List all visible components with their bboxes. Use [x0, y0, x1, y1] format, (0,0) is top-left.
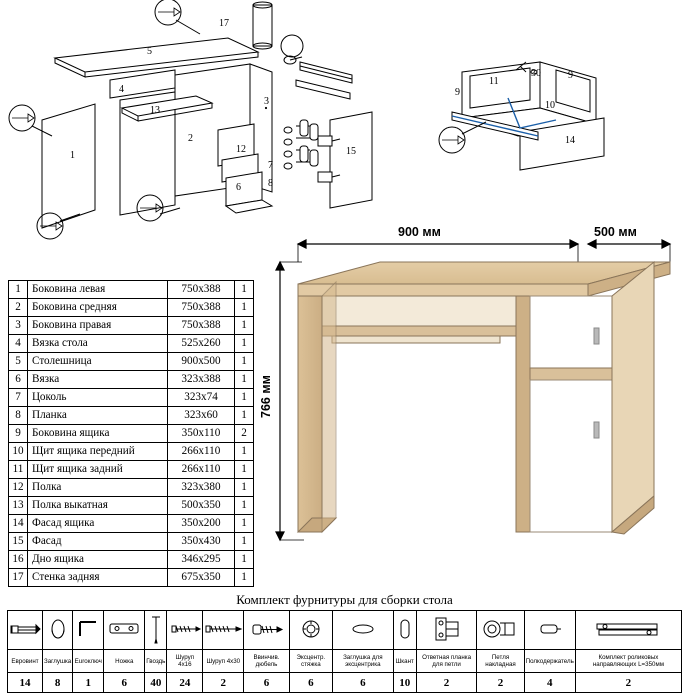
table-row — [9, 299, 254, 317]
svg-text:14: 14 — [565, 135, 575, 146]
parts-cell-qty: 1 — [235, 443, 254, 461]
svg-text:17: 17 — [219, 18, 229, 29]
parts-cell-qty: 1 — [235, 281, 254, 299]
kit-item-count: 2 — [575, 673, 681, 693]
parts-cell-no: 17 — [9, 569, 28, 587]
desk-height-label: 766 мм — [259, 375, 273, 418]
dowel-icon — [393, 611, 416, 650]
parts-cell-name: Вязка — [28, 371, 168, 389]
parts-cell-no: 7 — [9, 389, 28, 407]
parts-cell-qty: 1 — [235, 515, 254, 533]
parts-cell-size: 266х110 — [168, 461, 235, 479]
table-row — [9, 389, 254, 407]
parts-cell-name: Боковина ящика — [28, 425, 168, 443]
parts-cell-no: 1 — [9, 281, 28, 299]
parts-table — [8, 280, 254, 587]
parts-cell-name: Вязка стола — [28, 335, 168, 353]
table-row — [9, 515, 254, 533]
table-row — [9, 443, 254, 461]
parts-cell-size: 346х295 — [168, 551, 235, 569]
table-row — [9, 371, 254, 389]
parts-cell-qty: 1 — [235, 551, 254, 569]
foot-icon — [104, 611, 145, 650]
parts-cell-no: 14 — [9, 515, 28, 533]
parts-cell-qty: 1 — [235, 407, 254, 425]
parts-cell-name: Планка — [28, 407, 168, 425]
parts-cell-size: 350х200 — [168, 515, 235, 533]
kit-item-label: Euroключ — [73, 650, 104, 673]
kit-item-label: Гвоздь — [145, 650, 167, 673]
parts-cell-size: 323х380 — [168, 479, 235, 497]
kit-item-count: 6 — [332, 673, 393, 693]
parts-cell-no: 13 — [9, 497, 28, 515]
kit-item-count: 40 — [145, 673, 167, 693]
parts-cell-name: Полка выкатная — [28, 497, 168, 515]
kit-item-label: Эксцентр. стяжка — [289, 650, 332, 673]
rail-set-icon — [575, 611, 681, 650]
parts-cell-no: 16 — [9, 551, 28, 569]
table-row — [9, 497, 254, 515]
kit-item-label: Петля накладная — [477, 650, 524, 673]
screw-icon — [167, 611, 203, 650]
parts-cell-name: Боковина левая — [28, 281, 168, 299]
parts-cell-name: Столешница — [28, 353, 168, 371]
parts-cell-qty: 1 — [235, 569, 254, 587]
parts-cell-no: 15 — [9, 533, 28, 551]
parts-cell-name: Щит ящика задний — [28, 461, 168, 479]
parts-cell-qty: 1 — [235, 479, 254, 497]
parts-cell-qty: 1 — [235, 353, 254, 371]
screw-long-icon — [203, 611, 244, 650]
svg-text:9: 9 — [455, 87, 460, 98]
table-row — [9, 461, 254, 479]
parts-cell-size: 675х350 — [168, 569, 235, 587]
svg-text:15: 15 — [346, 146, 356, 157]
kit-item-label: Шуруп 4х30 — [203, 650, 244, 673]
svg-text:9: 9 — [568, 70, 573, 81]
kit-item-count: 2 — [203, 673, 244, 693]
kit-item-count: 14 — [8, 673, 43, 693]
kit-item-count: 24 — [167, 673, 203, 693]
parts-cell-size: 750х388 — [168, 317, 235, 335]
parts-cell-qty: 1 — [235, 317, 254, 335]
table-row — [9, 335, 254, 353]
parts-cell-no: 8 — [9, 407, 28, 425]
shelf-support-icon — [524, 611, 575, 650]
table-row — [9, 533, 254, 551]
kit-item-count: 8 — [43, 673, 73, 693]
cam-cap-icon — [332, 611, 393, 650]
parts-cell-size: 350х430 — [168, 533, 235, 551]
parts-cell-qty: 1 — [235, 371, 254, 389]
parts-cell-qty: 1 — [235, 497, 254, 515]
parts-cell-no: 2 — [9, 299, 28, 317]
parts-cell-size: 350х110 — [168, 425, 235, 443]
svg-text:6: 6 — [236, 182, 241, 193]
parts-cell-no: 4 — [9, 335, 28, 353]
desk-depth-label: 500 мм — [594, 225, 637, 239]
parts-cell-no: 3 — [9, 317, 28, 335]
parts-cell-size: 750х388 — [168, 281, 235, 299]
parts-cell-size: 525х260 — [168, 335, 235, 353]
cap-icon — [43, 611, 73, 650]
cam-lock-icon — [289, 611, 332, 650]
parts-cell-name: Боковина средняя — [28, 299, 168, 317]
parts-cell-name: Фасад ящика — [28, 515, 168, 533]
table-row — [9, 479, 254, 497]
kit-item-count: 6 — [104, 673, 145, 693]
parts-cell-size: 750х388 — [168, 299, 235, 317]
kit-item-count: 6 — [289, 673, 332, 693]
svg-text:2: 2 — [188, 133, 193, 144]
parts-cell-size: 323х74 — [168, 389, 235, 407]
svg-text:13: 13 — [150, 105, 160, 116]
table-row — [9, 353, 254, 371]
parts-cell-qty: 1 — [235, 533, 254, 551]
svg-text:8: 8 — [268, 178, 273, 189]
parts-cell-name: Дно ящика — [28, 551, 168, 569]
parts-cell-size: 323х60 — [168, 407, 235, 425]
kit-item-count: 10 — [393, 673, 416, 693]
svg-text:10: 10 — [545, 100, 555, 111]
svg-text:30: 30 — [531, 68, 541, 79]
dowel-screw-icon — [244, 611, 289, 650]
parts-cell-qty: 1 — [235, 389, 254, 407]
kit-item-count: 6 — [244, 673, 289, 693]
parts-cell-no: 6 — [9, 371, 28, 389]
kit-item-count: 2 — [416, 673, 477, 693]
parts-cell-qty: 1 — [235, 299, 254, 317]
parts-cell-no: 9 — [9, 425, 28, 443]
svg-text:7: 7 — [268, 160, 273, 171]
kit-item-label: Шкант — [393, 650, 416, 673]
kit-item-label: Комплект роликовых направляющих L=350мм — [575, 650, 681, 673]
table-row — [9, 569, 254, 587]
svg-text:12: 12 — [236, 144, 246, 155]
kit-item-label: Полкодержатель — [524, 650, 575, 673]
kit-item-label: Ввинчив. дюбель — [244, 650, 289, 673]
parts-cell-no: 10 — [9, 443, 28, 461]
desk-width-label: 900 мм — [398, 225, 441, 239]
parts-cell-size: 900х500 — [168, 353, 235, 371]
kit-item-label: Заглушка — [43, 650, 73, 673]
kit-item-label: Заглушка для эксцентрика — [332, 650, 393, 673]
svg-text:11: 11 — [489, 76, 499, 87]
exploded-diagram — [0, 0, 689, 240]
parts-cell-qty: 2 — [235, 425, 254, 443]
parts-cell-no: 12 — [9, 479, 28, 497]
svg-text:4: 4 — [119, 84, 124, 95]
parts-cell-name: Полка — [28, 479, 168, 497]
hinge-plate-icon — [416, 611, 477, 650]
hinge-icon — [477, 611, 524, 650]
kit-title: Комплект фурнитуры для сборки стола — [236, 592, 453, 607]
parts-cell-size: 500х350 — [168, 497, 235, 515]
parts-cell-no: 5 — [9, 353, 28, 371]
parts-cell-no: 11 — [9, 461, 28, 479]
kit-item-label: Шуруп 4х16 — [167, 650, 203, 673]
nail-icon — [145, 611, 167, 650]
parts-cell-name: Боковина правая — [28, 317, 168, 335]
kit-item-label: Евровинт — [8, 650, 43, 673]
hardware-kit-table — [7, 610, 682, 693]
eurobolt-icon — [8, 611, 43, 650]
allen-key-icon — [73, 611, 104, 650]
kit-item-count: 4 — [524, 673, 575, 693]
svg-text:3: 3 — [264, 96, 269, 107]
table-row — [9, 317, 254, 335]
svg-text:5: 5 — [147, 46, 152, 57]
kit-item-count: 1 — [73, 673, 104, 693]
table-row — [9, 425, 254, 443]
table-row — [9, 281, 254, 299]
parts-cell-name: Стенка задняя — [28, 569, 168, 587]
parts-cell-name: Фасад — [28, 533, 168, 551]
parts-cell-name: Цоколь — [28, 389, 168, 407]
kit-item-label: Ответная планка для петли — [416, 650, 477, 673]
parts-cell-size: 266х110 — [168, 443, 235, 461]
svg-text:1: 1 — [70, 150, 75, 161]
parts-cell-size: 323х388 — [168, 371, 235, 389]
table-row — [9, 407, 254, 425]
parts-cell-qty: 1 — [235, 461, 254, 479]
parts-cell-qty: 1 — [235, 335, 254, 353]
kit-item-count: 2 — [477, 673, 524, 693]
table-row — [9, 551, 254, 569]
parts-cell-name: Щит ящика передний — [28, 443, 168, 461]
kit-item-label: Ножка — [104, 650, 145, 673]
desk-drawing — [258, 222, 688, 562]
